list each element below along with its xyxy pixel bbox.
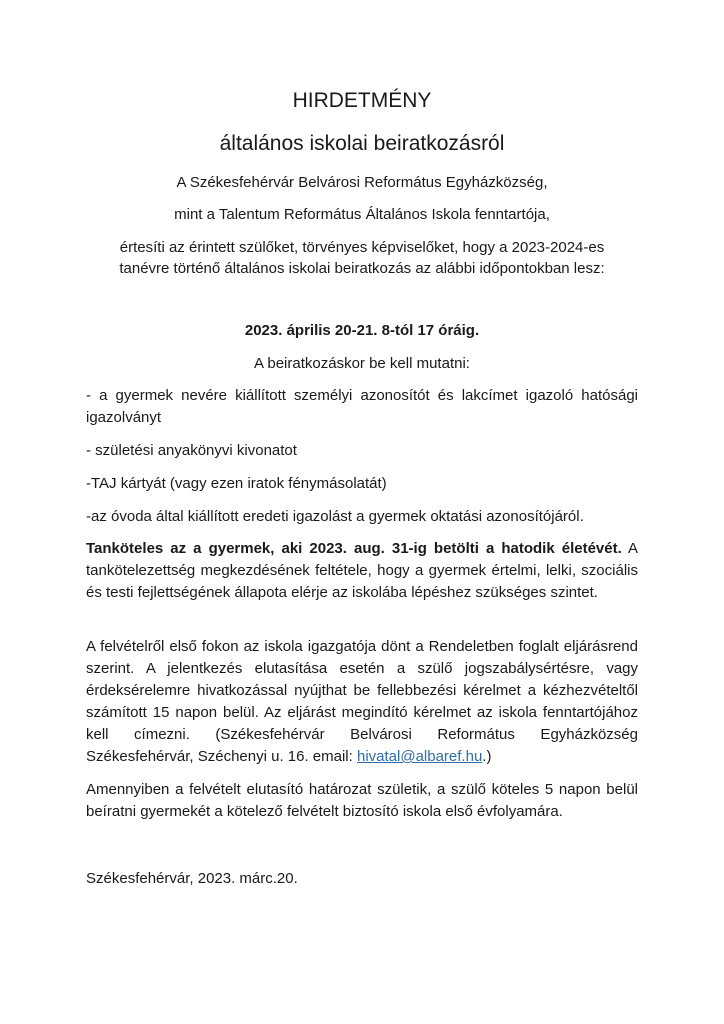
school-age-paragraph <box>86 538 638 604</box>
requirements-heading: A beiratkozáskor be kell mutatni: <box>254 355 470 372</box>
school-age-bold: Tanköteles az a gyermek, aki 2023. aug. 31-ig betölti a hatodik életévét. <box>86 540 622 557</box>
requirement-item: - a gyermek nevére kiállított személyi azonosítót és lakcímet igazoló hatósági igazolványt <box>86 387 638 426</box>
intro-line-1: A Székesfehérvár Belvárosi Református Egyházközség, <box>176 174 548 191</box>
document-title: HIRDETMÉNY <box>292 89 432 112</box>
enrollment-date: 2023. április 20-21. 8-tól 17 óráig. <box>244 322 480 339</box>
requirement-item: -az óvoda által kiállított eredeti igazolást a gyermek oktatási azonosítójáról. <box>86 508 584 525</box>
appeal-text: A felvételről első fokon az iskola igazgatója dönt a Rendeletben foglalt eljárásrend szerint. A jelentkezés elutasítása esetén a szülő jogszabálysértésre, vagy érdeksérelemre hivatkozással nyújthat be fellebbezési kérelmet a kézhezvételtől számított 15 napon belül. Az eljárást megindító kérelmet az iskola fenntartójához kell címezni. (Székesfehérvár Belvárosi Református Egyházközség Székesfehérvár, Széchenyi u. 16. email: <box>86 638 638 765</box>
signature-place-date: Székesfehérvár, 2023. márc.20. <box>86 870 298 887</box>
intro-line-2: mint a Talentum Református Általános Iskola fenntartója, <box>174 206 550 223</box>
appeal-paragraph <box>86 636 638 768</box>
requirement-item: -TAJ kártyát (vagy ezen iratok fénymásolatát) <box>86 475 387 492</box>
requirement-item: - születési anyakönyvi kivonatot <box>86 442 297 459</box>
intro-line-3: értesíti az érintett szülőket, törvényes képviselőket, hogy a 2023-2024-es <box>119 239 605 256</box>
intro-line-4: tanévre történő általános iskolai beiratkozás az alábbi időpontokban lesz: <box>119 260 605 277</box>
school-age-text: A tankötelezettség megkezdésének feltétele, hogy a gyermek értelmi, lelki, szociális és testi fejlettségének állapota elérje az iskolába lépéshez szükséges szintet. <box>86 540 638 601</box>
email-link[interactable]: hivatal@albaref.hu <box>356 748 483 765</box>
document-subtitle: általános iskolai beiratkozásról <box>219 132 505 155</box>
rejection-paragraph: Amennyiben a felvételt elutasító határozat születik, a szülő köteles 5 napon belül beíratni gyermekét a kötelező felvételt biztosító iskola első évfolyamára. <box>86 781 638 820</box>
appeal-suffix: .) <box>482 748 492 765</box>
